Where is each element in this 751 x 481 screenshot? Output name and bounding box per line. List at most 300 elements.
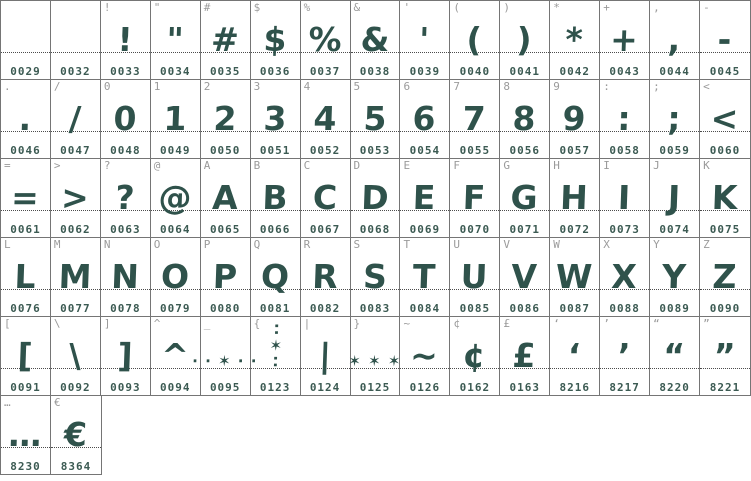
glyph-cell: [251, 1, 301, 79]
glyph-row: [0, 0, 751, 80]
char-code: 0049: [160, 144, 191, 157]
glyph-cell: [151, 80, 201, 158]
char-code: 0126: [409, 381, 441, 394]
glyph-cell: [251, 159, 301, 237]
baseline-rule: [650, 210, 699, 211]
baseline-rule: [251, 131, 300, 132]
char-label: S: [353, 238, 361, 251]
glyph-cell: [151, 238, 201, 316]
char-label: ;: [653, 80, 660, 93]
char-label: Z: [703, 238, 710, 251]
glyph-cell: [550, 238, 600, 316]
baseline-rule: [550, 289, 599, 290]
char-code: 0123: [259, 381, 291, 394]
baseline-rule: [450, 368, 499, 369]
char-label: _: [203, 317, 211, 330]
char-label: Q: [253, 238, 261, 251]
glyph-cell: [1, 1, 51, 79]
char-label: <: [703, 80, 710, 93]
glyph: 1: [162, 98, 187, 138]
glyph-cell: [51, 238, 101, 316]
baseline-rule: [400, 210, 449, 211]
baseline-rule: [101, 289, 150, 290]
glyph-cell: [151, 317, 201, 395]
baseline-rule: [51, 210, 100, 211]
glyph: 4: [312, 98, 337, 138]
baseline-rule: [500, 131, 549, 132]
glyph: F: [462, 177, 487, 217]
char-code: 0032: [60, 65, 91, 78]
char-code: 0050: [209, 144, 241, 157]
glyph-cell: [550, 80, 600, 158]
char-code: 0064: [160, 223, 191, 236]
char-code: 0075: [709, 223, 741, 236]
char-code: 0038: [359, 65, 391, 78]
glyph: =: [10, 177, 40, 217]
glyph: $: [262, 19, 287, 59]
baseline-rule: [101, 131, 150, 132]
baseline-rule: [550, 131, 599, 132]
glyph-cell: [400, 317, 450, 395]
glyph-cell: [351, 1, 401, 79]
glyph-cell: [650, 317, 700, 395]
glyph-cell: [700, 317, 750, 395]
char-label: G: [503, 159, 510, 172]
char-code: 0048: [110, 144, 141, 157]
char-code: 8216: [559, 381, 590, 394]
glyph: [0, 1, 51, 53]
glyph-cell: [51, 80, 101, 158]
char-label: H: [553, 159, 560, 172]
baseline-rule: [500, 52, 549, 53]
baseline-rule: [650, 289, 699, 290]
char-code: 0073: [609, 223, 640, 236]
char-label: 6: [403, 80, 411, 93]
glyph: ~: [409, 335, 439, 375]
char-code: 0065: [209, 223, 241, 236]
baseline-rule: [1, 368, 50, 369]
glyph-cell: [201, 238, 251, 316]
char-code: 0060: [709, 144, 741, 157]
glyph: (: [466, 19, 483, 59]
baseline-rule: [351, 52, 400, 53]
glyph: 8: [512, 98, 537, 138]
char-code: 0093: [110, 381, 141, 394]
char-label: {: [253, 317, 261, 330]
glyph: #: [210, 19, 240, 59]
glyph: .: [18, 98, 32, 138]
glyph: ]: [116, 335, 134, 375]
glyph-cell: [500, 317, 550, 395]
char-code: 0081: [259, 302, 291, 315]
char-label: O: [153, 238, 161, 251]
char-code: 0066: [259, 223, 291, 236]
char-code: 0036: [259, 65, 291, 78]
glyph: L: [13, 256, 37, 296]
glyph-row: [0, 158, 751, 238]
baseline-rule: [1, 289, 50, 290]
baseline-rule: [700, 210, 750, 211]
baseline-rule: [650, 52, 699, 53]
glyph-cell: [650, 80, 700, 158]
glyph: · · ✶ · ·: [191, 352, 258, 370]
baseline-rule: [151, 52, 200, 53]
baseline-rule: [450, 131, 499, 132]
glyph: @: [157, 177, 192, 217]
char-label: ]: [103, 317, 111, 330]
char-code: 0040: [459, 65, 491, 78]
char-code: 0046: [10, 144, 41, 157]
char-label: ^: [153, 317, 161, 330]
char-label: (: [453, 1, 461, 14]
char-label: =: [4, 159, 11, 172]
baseline-rule: [500, 210, 549, 211]
glyph-cell: [1, 80, 51, 158]
glyph-cell: [700, 80, 750, 158]
char-label: Y: [653, 238, 660, 251]
char-label: \: [53, 317, 61, 330]
char-label: .: [4, 80, 11, 93]
glyph: 0: [112, 98, 138, 138]
char-code: 0088: [609, 302, 640, 315]
char-label: +: [603, 1, 610, 14]
glyph-cell: [101, 317, 151, 395]
glyph: <: [710, 98, 740, 138]
glyph-cell: [400, 80, 450, 158]
glyph-cell: [700, 238, 750, 316]
glyph-cell: [450, 159, 500, 237]
char-code: 0034: [160, 65, 191, 78]
char-label: P: [203, 238, 211, 251]
baseline-rule: [600, 368, 649, 369]
glyph: 6: [412, 98, 437, 138]
char-label: £: [503, 317, 510, 330]
baseline-rule: [600, 131, 649, 132]
char-label: 8: [503, 80, 510, 93]
baseline-rule: [301, 131, 350, 132]
char-label: ~: [403, 317, 411, 330]
baseline-rule: [600, 289, 649, 290]
char-label: ": [153, 1, 161, 14]
baseline-rule: [700, 368, 750, 369]
baseline-rule: [51, 131, 100, 132]
glyph-cell: [51, 396, 101, 474]
char-label: #: [203, 1, 211, 14]
baseline-rule: [1, 210, 50, 211]
char-code: 0063: [110, 223, 141, 236]
glyph: >: [60, 177, 90, 217]
baseline-rule: [1, 131, 50, 132]
glyph: ’: [617, 335, 632, 375]
glyph-cell: [351, 238, 401, 316]
char-code: 0072: [559, 223, 590, 236]
glyph-cell: [450, 1, 500, 79]
glyph: ?: [114, 177, 136, 217]
baseline-rule: [550, 52, 599, 53]
glyph: ': [418, 19, 431, 59]
baseline-rule: [400, 289, 449, 290]
char-label: 5: [353, 80, 361, 93]
char-code: 0089: [659, 302, 690, 315]
char-code: 0162: [459, 381, 491, 394]
glyph-cell: [500, 238, 550, 316]
baseline-rule: [351, 131, 400, 132]
baseline-rule: [351, 368, 400, 369]
glyph-cell: [1, 396, 51, 474]
glyph: R: [311, 256, 339, 296]
glyph-cell: [151, 1, 201, 79]
char-code: 0035: [209, 65, 241, 78]
baseline-rule: [600, 210, 649, 211]
glyph: [: [16, 335, 34, 375]
char-code: 0092: [60, 381, 91, 394]
glyph: %: [307, 19, 342, 59]
char-label: L: [4, 238, 11, 251]
glyph: X: [610, 256, 638, 296]
char-code: 0074: [659, 223, 690, 236]
glyph: 7: [462, 98, 487, 138]
char-label: 9: [553, 80, 560, 93]
glyph: Y: [661, 256, 687, 296]
glyph: I: [617, 177, 632, 217]
char-label: !: [103, 1, 111, 14]
char-label: U: [453, 238, 461, 251]
char-label: |: [303, 317, 311, 330]
glyph-cell: [191, 317, 258, 395]
char-code: 8230: [10, 460, 41, 473]
glyph: !: [116, 19, 134, 59]
baseline-rule: [301, 368, 350, 369]
baseline-rule: [101, 52, 150, 53]
glyph: -: [717, 19, 733, 59]
glyph-cell: [101, 80, 151, 158]
char-code: 0052: [309, 144, 341, 157]
char-label: C: [303, 159, 311, 172]
glyph: ¢: [462, 335, 487, 375]
glyph: M: [57, 256, 93, 296]
char-label: I: [603, 159, 610, 172]
char-code: 0087: [559, 302, 590, 315]
baseline-rule: [1, 52, 50, 53]
char-code: 0085: [459, 302, 491, 315]
char-label: €: [54, 396, 61, 409]
baseline-rule: [151, 368, 200, 369]
baseline-rule: [251, 368, 300, 369]
glyph-cell: [500, 1, 550, 79]
char-code: 0056: [509, 144, 541, 157]
glyph-cell: [400, 238, 450, 316]
char-code: 0070: [459, 223, 491, 236]
baseline-rule: [351, 210, 400, 211]
char-code: 0163: [509, 381, 541, 394]
char-code: 0062: [60, 223, 91, 236]
char-label: ,: [653, 1, 660, 14]
baseline-rule: [700, 131, 750, 132]
glyph-cell: [600, 238, 650, 316]
glyph-cell: [51, 1, 101, 79]
glyph-cell: [500, 80, 550, 158]
char-label: 3: [253, 80, 261, 93]
char-label: F: [453, 159, 461, 172]
char-code: 0042: [559, 65, 590, 78]
glyph-cell: [550, 1, 600, 79]
char-label: &: [353, 1, 361, 14]
glyph: |: [317, 335, 332, 375]
glyph: :: [616, 98, 632, 138]
glyph-cell: [600, 80, 650, 158]
glyph-cell: [600, 1, 650, 79]
glyph-cell: [700, 159, 750, 237]
char-label: ': [403, 1, 411, 14]
glyph-cell: [351, 80, 401, 158]
glyph: /: [68, 98, 82, 138]
glyph-cell: [1, 238, 51, 316]
glyph-cell: [450, 317, 500, 395]
char-code: 0071: [509, 223, 541, 236]
char-code: 0057: [559, 144, 590, 157]
char-code: 0068: [359, 223, 391, 236]
char-code: 0095: [209, 381, 241, 394]
char-label: ?: [103, 159, 111, 172]
char-label: ): [503, 1, 510, 14]
char-label: %: [303, 1, 311, 14]
baseline-rule: [400, 368, 449, 369]
char-label: X: [603, 238, 610, 251]
baseline-rule: [201, 52, 250, 53]
glyph-row: [0, 395, 102, 475]
baseline-rule: [151, 289, 200, 290]
glyph-cell: [600, 159, 650, 237]
glyph-cell: [450, 238, 500, 316]
glyph: G: [510, 177, 539, 217]
glyph: D: [360, 177, 389, 217]
char-code: 0078: [110, 302, 141, 315]
char-code: 0055: [459, 144, 491, 157]
char-label: ‘: [553, 317, 560, 330]
baseline-rule: [650, 368, 699, 369]
glyph: &: [359, 19, 390, 59]
char-label: M: [53, 238, 61, 251]
baseline-rule: [201, 368, 250, 369]
char-code: 0039: [409, 65, 441, 78]
glyph-cell: [650, 159, 700, 237]
char-label: *: [553, 1, 560, 14]
glyph-cell: [301, 317, 351, 395]
char-code: 0079: [160, 302, 191, 315]
char-label: J: [653, 159, 660, 172]
glyph-row: [0, 316, 751, 396]
char-label: :: [603, 80, 610, 93]
char-code: 0043: [609, 65, 640, 78]
baseline-rule: [201, 289, 250, 290]
baseline-rule: [201, 131, 250, 132]
glyph: \: [68, 335, 82, 375]
char-code: 0090: [709, 302, 741, 315]
glyph: ”: [713, 335, 737, 375]
glyph-cell: [51, 317, 101, 395]
char-label: ’: [603, 317, 610, 330]
baseline-rule: [251, 52, 300, 53]
glyph-cell: [151, 159, 201, 237]
char-code: 0094: [160, 381, 191, 394]
glyph-cell: [650, 238, 700, 316]
char-code: 0083: [359, 302, 391, 315]
char-code: 0124: [309, 381, 341, 394]
char-label: E: [403, 159, 411, 172]
baseline-rule: [500, 368, 549, 369]
baseline-rule: [450, 52, 499, 53]
glyph-cell: [201, 159, 251, 237]
char-label: ”: [703, 317, 710, 330]
char-label: B: [253, 159, 261, 172]
char-label: [: [4, 317, 11, 330]
glyph-cell: [101, 1, 151, 79]
glyph-cell: [101, 159, 151, 237]
char-label: ¢: [453, 317, 461, 330]
baseline-rule: [251, 289, 300, 290]
glyph-row: [0, 79, 751, 159]
glyph: +: [609, 19, 639, 59]
glyph: B: [261, 177, 288, 217]
char-label: >: [53, 159, 61, 172]
baseline-rule: [700, 289, 750, 290]
glyph: “: [662, 335, 686, 375]
char-code: 0053: [359, 144, 391, 157]
char-label: /: [53, 80, 61, 93]
glyph: ‘: [567, 335, 582, 375]
glyph: P: [211, 256, 238, 296]
char-label: 1: [153, 80, 161, 93]
char-code: 0037: [309, 65, 341, 78]
glyph-cell: [600, 317, 650, 395]
glyph: £: [512, 335, 537, 375]
glyph: T: [412, 256, 437, 296]
glyph: K: [711, 177, 739, 217]
baseline-rule: [301, 52, 350, 53]
glyph: ^: [160, 335, 190, 375]
baseline-rule: [550, 210, 599, 211]
glyph-cell: [450, 80, 500, 158]
baseline-rule: [400, 131, 449, 132]
char-label: …: [4, 396, 11, 409]
glyph-cell: [251, 80, 301, 158]
char-code: 0080: [209, 302, 241, 315]
char-label: 0: [103, 80, 111, 93]
glyph: ): [516, 19, 533, 59]
char-code: 8221: [709, 381, 741, 394]
char-code: 0069: [409, 223, 441, 236]
char-label: T: [403, 238, 411, 251]
baseline-rule: [51, 289, 100, 290]
glyph: ,: [667, 19, 682, 59]
baseline-rule: [650, 131, 699, 132]
char-code: 8364: [60, 460, 92, 473]
char-label: W: [553, 238, 560, 251]
glyph-cell: [51, 159, 101, 237]
glyph-cell: [201, 1, 251, 79]
char-code: 0041: [509, 65, 541, 78]
glyph-row: [0, 237, 751, 317]
char-code: 0054: [409, 144, 441, 157]
char-label: D: [353, 159, 361, 172]
baseline-rule: [500, 289, 549, 290]
char-code: 0084: [409, 302, 441, 315]
baseline-rule: [301, 210, 350, 211]
baseline-rule: [351, 289, 400, 290]
glyph: U: [460, 256, 489, 296]
char-label: }: [353, 317, 361, 330]
glyph-cell: [1, 317, 51, 395]
